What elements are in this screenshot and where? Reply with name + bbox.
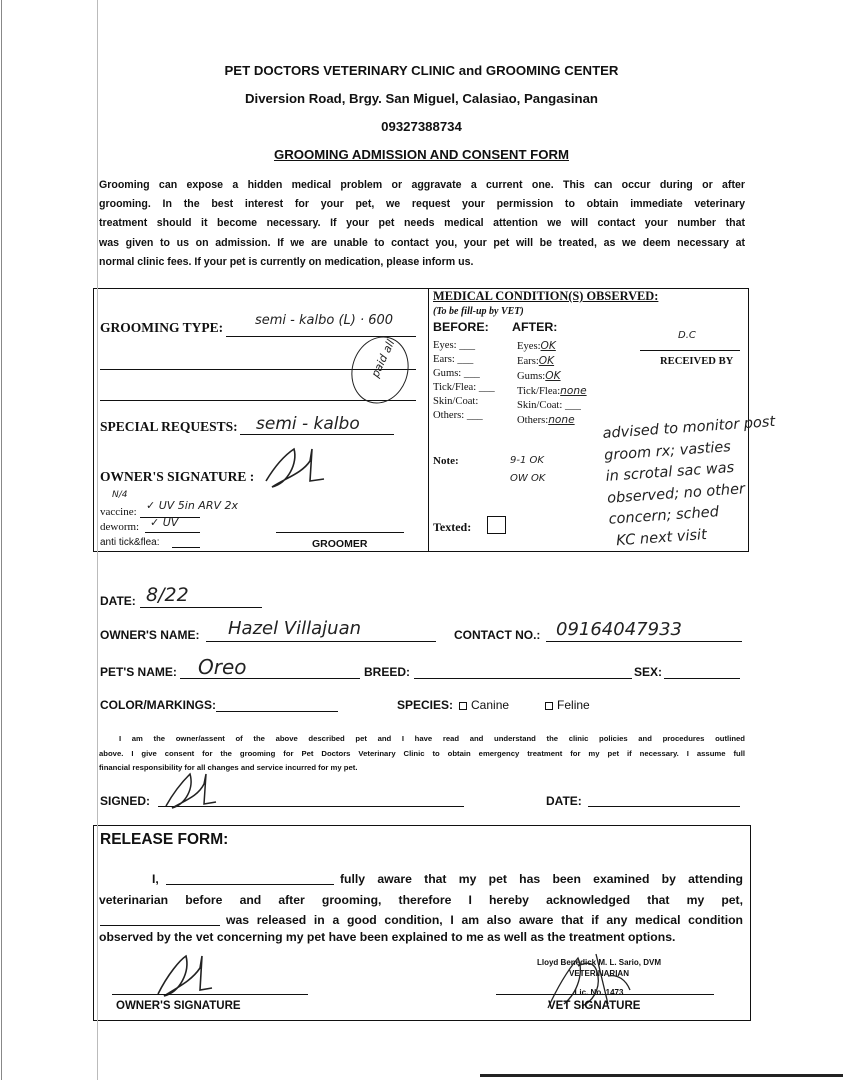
intro-line: Grooming can expose a hidden medical problem or aggravate a current one. This can occur during or after [99,179,745,191]
release-line-4: observed by the vet concerning my pet have been explained to me as well as the treatment options. [99,930,676,944]
cond-before: Gums: ___ [433,368,480,379]
texted-label: Texted: [433,520,472,534]
species-label: SPECIES: [397,698,454,712]
groomer-label: GROOMER [312,538,368,550]
texted-checkbox[interactable] [487,516,506,534]
vet-note-line: observed; no other [606,480,746,507]
consent-line: I am the owner/assent of the above described pet and I have read and understand the clinic policies and procedures outlined [119,734,745,743]
owner-signature-mark [258,443,328,493]
pet-name-label: PET'S NAME: [100,665,177,679]
vet-name: Lloyd Benedick M. L. Sario, DVM [536,958,662,967]
scan-fold-line [97,0,98,1080]
medical-title: MEDICAL CONDITION(S) OBSERVED: [433,289,659,303]
release-line-2: veterinarian before and after grooming, therefore I hereby acknowledged that my pet, [99,893,743,907]
canine-checkbox[interactable] [459,702,467,710]
feline-checkbox[interactable] [545,702,553,710]
medical-subtitle: (To be fill-up by VET) [433,306,524,317]
clinic-name: PET DOCTORS VETERINARY CLINIC and GROOMING CENTER [224,63,619,78]
antitick-label: anti tick&flea: [100,537,160,548]
owner-signature-label: OWNER'S SIGNATURE : [100,469,255,484]
deworm-value: ✓ UV [150,516,179,529]
breed-label: BREED: [364,665,411,679]
species-field [397,698,590,712]
cond-before: Tick/Flea: ___ [433,382,495,393]
paid-note: paid all [368,337,398,380]
deworm-label: deworm: [100,521,140,533]
after-label: AFTER: [512,320,558,334]
box-divider [428,288,429,552]
consent-line: above. I give consent for the grooming for Pet Doctors Veterinary Clinic to obtain emergency treatment for my pet if necessary. I assume full [99,748,745,758]
owner-release-signature-label: OWNER'S SIGNATURE [116,1000,241,1012]
before-conditions [433,339,495,423]
vaccine-value: ✓ UV 5in ARV 2x [146,499,239,512]
note-label: Note: [433,455,459,467]
received-by-label: RECEIVED BY [660,356,734,367]
scan-edge-left [1,0,2,1080]
vaccine-label: vaccine: [100,506,137,518]
special-requests-value: semi - kalbo [256,414,360,434]
release-i: I, [152,872,159,886]
cond-after: Tick/Flea:none [517,385,587,397]
vet-note-line: advised to monitor post [602,413,776,442]
cond-after: Ears:OK [517,355,555,367]
after-conditions [517,339,587,428]
vaccine-extra: N/4 [112,490,128,500]
vet-notes [602,412,783,553]
grooming-type-label: GROOMING TYPE: [100,320,224,335]
vet-title: VETERINARIAN [568,969,629,978]
cond-before: Ears: ___ [433,354,474,365]
vet-note-line: groom rx; vasties [603,438,732,464]
form-title: GROOMING ADMISSION AND CONSENT FORM [273,147,569,162]
before-label: BEFORE: [433,320,489,334]
vet-note-line: in scrotal sac was [605,459,735,485]
feline-label: Feline [557,698,590,712]
consent-paragraph [99,732,745,776]
date-value: 8/22 [146,584,189,606]
grooming-type-value: semi - kalbo (L) · 600 [255,313,394,328]
vet-note-line: KC next visit [615,526,708,549]
note-value-2: OW OK [510,473,546,484]
note-value-1: 9-1 OK [510,455,544,466]
vet-note-line: concern; sched [608,504,720,528]
intro-line: treatment should it become necessary. If your pet needs medical attention we will contact your number that [99,217,745,230]
release-line-1: fully aware that my pet has been examined by attending [340,872,743,886]
release-line-3: was released in a good condition, I am also aware that if any medical condition [226,913,743,927]
sex-label: SEX: [634,665,663,679]
cond-after: Others:none [517,414,575,426]
intro-line: normal clinic fees. If your pet is currently on medication, please inform us. [99,255,474,268]
consent-line: financial responsibility for all changes and service incurred for my pet. [99,763,358,772]
cond-before: Eyes: ___ [433,340,476,351]
intro-line: was given to us on admission. If we are unable to contact you, your pet will be treated, as we deem necessary at [99,236,745,249]
vet-signature-label: VET SIGNATURE [548,1000,641,1012]
received-initials: D.C [678,330,696,341]
signed-date-label: DATE: [546,794,582,808]
cond-before: Others: ___ [433,410,483,421]
cond-after: Gums:OK [517,370,561,382]
pet-name-value: Oreo [198,655,247,679]
date-label: DATE: [100,594,136,608]
scan-edge-bottom [480,1074,843,1077]
cond-after: Eyes:OK [517,340,556,352]
owner-name-label: OWNER'S NAME: [100,628,200,642]
intro-line: grooming. In the best interest for your pet, we request your permission to obtain immediate veterinary [99,198,745,211]
clinic-address: Diversion Road, Brgy. San Miguel, Calasiao, Pangasinan [245,91,598,106]
cond-before: Skin/Coat: [433,396,479,407]
signed-label: SIGNED: [100,794,151,808]
color-markings-label: COLOR/MARKINGS: [100,698,216,712]
canine-label: Canine [471,698,510,712]
signed-signature-mark [160,770,220,814]
vet-license: Lic. No. 1473 [574,988,624,997]
release-title: RELEASE FORM: [100,831,229,848]
contact-label: CONTACT NO.: [454,628,541,642]
cond-after: Skin/Coat: ___ [517,400,581,411]
special-requests-label: SPECIAL REQUESTS: [100,419,238,434]
intro-paragraph [99,176,745,272]
contact-value: 09164047933 [556,619,682,640]
clinic-phone: 09327388734 [381,119,462,134]
owner-name-value: Hazel Villajuan [228,618,362,639]
